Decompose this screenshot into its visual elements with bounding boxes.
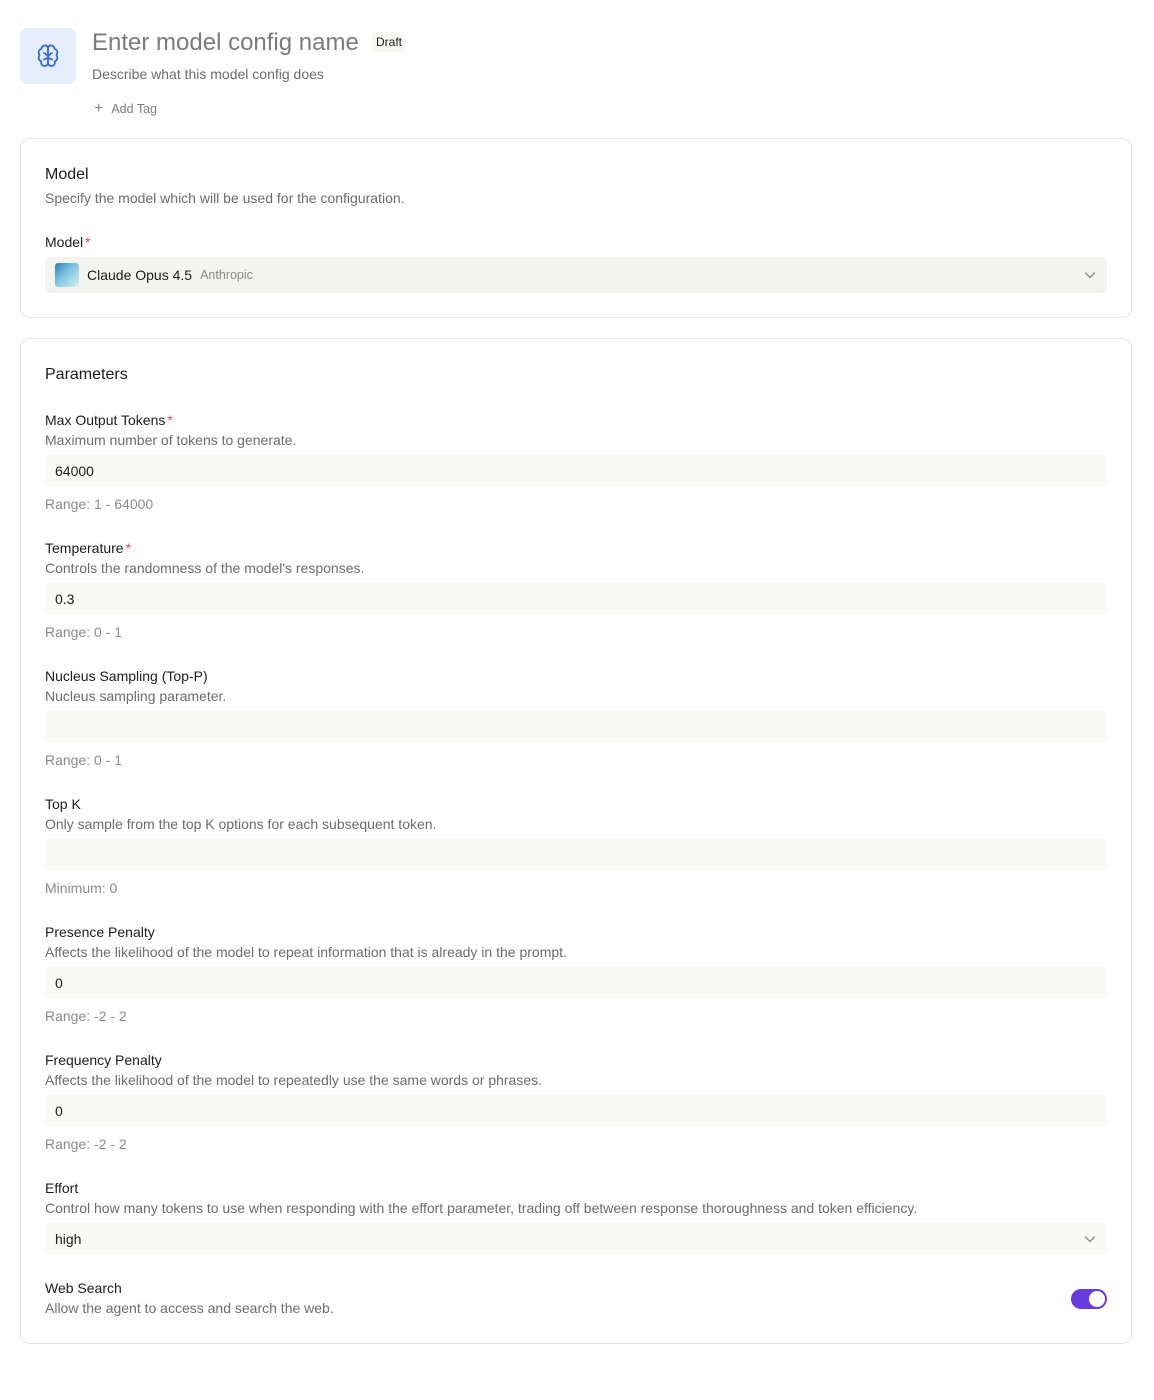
temperature-hint: Range: 0 - 1 <box>45 624 123 640</box>
temperature-description: Controls the randomness of the model's responses. <box>45 560 365 576</box>
max-output-tokens-label <box>45 411 173 429</box>
max-output-tokens-input[interactable]: 64000 <box>45 455 1107 487</box>
top-k-hint: Minimum: 0 <box>45 880 118 896</box>
frequency-penalty-input[interactable]: 0 <box>45 1095 1107 1127</box>
presence-penalty-label: Presence Penalty <box>45 924 155 940</box>
web-search-description: Allow the agent to access and search the web. <box>45 1300 334 1316</box>
frequency-penalty-hint: Range: -2 - 2 <box>45 1136 127 1152</box>
plus-icon: + <box>94 100 104 117</box>
model-card <box>20 138 1132 318</box>
model-field-label-text: Model <box>45 234 84 250</box>
required-marker: * <box>167 412 173 428</box>
effort-label: Effort <box>45 1180 79 1196</box>
brain-icon <box>34 42 62 70</box>
config-header <box>20 28 1132 124</box>
chevron-down-icon <box>1083 1232 1097 1246</box>
parameters-card <box>20 338 1132 1344</box>
add-tag-label: Add Tag <box>111 102 157 116</box>
effort-select[interactable] <box>45 1223 1107 1255</box>
model-provider: Anthropic <box>200 268 253 282</box>
temperature-input[interactable]: 0.3 <box>45 583 1107 615</box>
frequency-penalty-description: Affects the likelihood of the model to repeatedly use the same words or phrases. <box>45 1072 543 1088</box>
parameters-section-title: Parameters <box>45 366 128 383</box>
model-select[interactable] <box>45 257 1107 293</box>
top-k-label: Top K <box>45 796 81 812</box>
max-output-tokens-hint: Range: 1 - 64000 <box>45 496 154 512</box>
max-output-tokens-description: Maximum number of tokens to generate. <box>45 432 297 448</box>
temperature-label <box>45 539 131 557</box>
model-logo-icon <box>55 263 79 287</box>
toggle-knob <box>1089 1291 1105 1307</box>
config-icon-box <box>20 28 76 84</box>
presence-penalty-hint: Range: -2 - 2 <box>45 1008 127 1024</box>
top-p-input[interactable] <box>45 711 1107 743</box>
model-section-description: Specify the model which will be used for the configuration. <box>45 190 405 206</box>
status-badge: Draft <box>372 32 406 52</box>
web-search-label: Web Search <box>45 1280 122 1296</box>
model-field-label <box>45 233 91 251</box>
required-marker: * <box>125 540 132 556</box>
add-tag-button[interactable] <box>94 100 157 118</box>
model-name: Claude Opus 4.5 <box>87 267 193 283</box>
effort-description: Control how many tokens to use when responding with the effort parameter, trading off between response thoroughness and token efficiency. <box>45 1200 918 1216</box>
web-search-toggle[interactable] <box>1071 1289 1107 1309</box>
top-k-description: Only sample from the top K options for each subsequent token. <box>45 816 437 832</box>
config-description-input[interactable]: Describe what this model config does <box>92 66 324 82</box>
top-k-input[interactable] <box>45 839 1107 871</box>
top-p-hint: Range: 0 - 1 <box>45 752 123 768</box>
top-p-label: Nucleus Sampling (Top-P) <box>45 668 208 684</box>
presence-penalty-input[interactable]: 0 <box>45 967 1107 999</box>
top-p-description: Nucleus sampling parameter. <box>45 688 227 704</box>
chevron-down-icon <box>1083 268 1097 282</box>
config-name-input[interactable]: Enter model config name <box>92 29 359 56</box>
model-section-title: Model <box>45 166 89 183</box>
max-output-tokens-label-text: Max Output Tokens <box>45 412 166 428</box>
required-marker: * <box>85 234 91 250</box>
presence-penalty-description: Affects the likelihood of the model to repeat information that is already in the prompt. <box>45 944 567 960</box>
temperature-label-text: Temperature <box>45 540 124 556</box>
frequency-penalty-label: Frequency Penalty <box>45 1052 162 1068</box>
effort-value: high <box>55 1231 82 1247</box>
